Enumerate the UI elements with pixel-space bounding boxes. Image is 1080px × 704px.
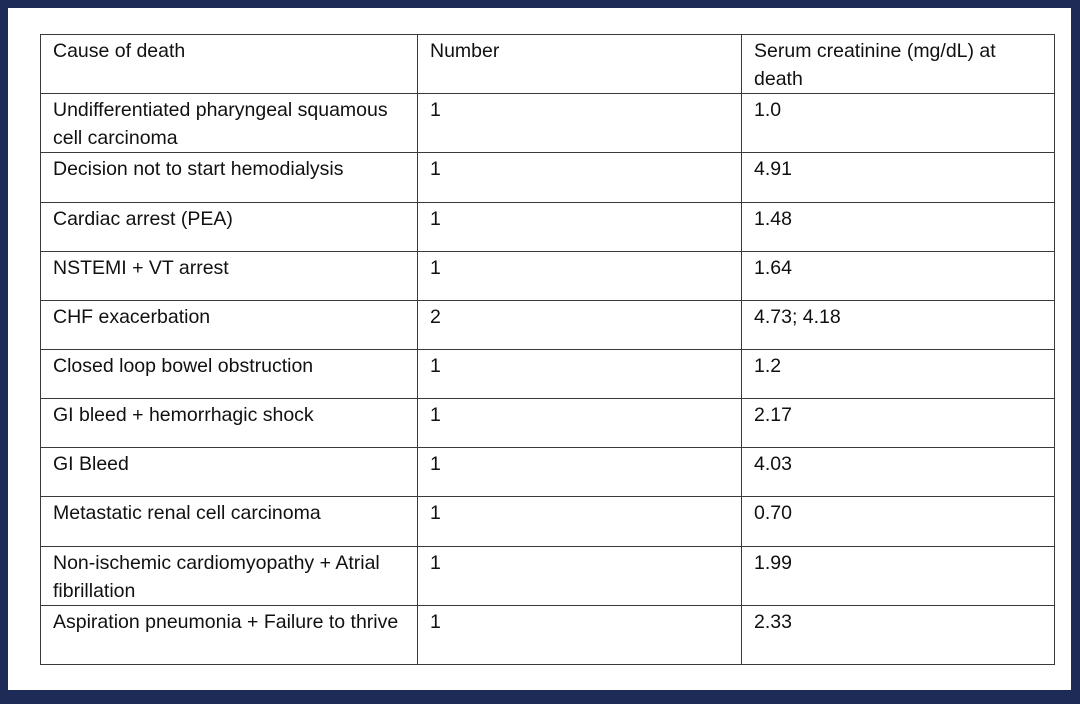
table-row xyxy=(41,350,1055,399)
table-row xyxy=(41,94,1055,153)
number-cell: 1 xyxy=(418,606,742,665)
table-row xyxy=(41,497,1055,547)
cause-cell: Cardiac arrest (PEA) xyxy=(41,203,418,252)
cause-cell: Aspiration pneumonia + Failure to thrive xyxy=(41,606,418,665)
creatinine-cell: 1.0 xyxy=(742,94,1055,153)
creatinine-cell: 1.48 xyxy=(742,203,1055,252)
creatinine-cell: 2.17 xyxy=(742,399,1055,448)
number-cell: 1 xyxy=(418,399,742,448)
creatinine-cell: 4.91 xyxy=(742,153,1055,203)
cause-cell: NSTEMI + VT arrest xyxy=(41,252,418,301)
table-row xyxy=(41,448,1055,497)
cause-cell: GI bleed + hemorrhagic shock xyxy=(41,399,418,448)
cause-cell: Decision not to start hemodialysis xyxy=(41,153,418,203)
number-cell: 1 xyxy=(418,497,742,547)
cause-cell: GI Bleed xyxy=(41,448,418,497)
header-serum-creatinine: Serum creatinine (mg/dL) at death xyxy=(742,35,1055,94)
cause-of-death-table xyxy=(40,34,1055,665)
number-cell: 1 xyxy=(418,448,742,497)
table-row xyxy=(41,301,1055,350)
cause-cell: Closed loop bowel obstruction xyxy=(41,350,418,399)
creatinine-cell: 0.70 xyxy=(742,497,1055,547)
header-number: Number xyxy=(418,35,742,94)
table-row xyxy=(41,252,1055,301)
number-cell: 1 xyxy=(418,153,742,203)
creatinine-cell: 4.73; 4.18 xyxy=(742,301,1055,350)
table-row xyxy=(41,547,1055,606)
number-cell: 1 xyxy=(418,350,742,399)
document-sheet xyxy=(8,8,1071,690)
number-cell: 2 xyxy=(418,301,742,350)
number-cell: 1 xyxy=(418,203,742,252)
table-row xyxy=(41,399,1055,448)
table-row xyxy=(41,203,1055,252)
creatinine-cell: 1.64 xyxy=(742,252,1055,301)
table-row xyxy=(41,606,1055,665)
number-cell: 1 xyxy=(418,94,742,153)
number-cell: 1 xyxy=(418,252,742,301)
table-header-row xyxy=(41,35,1055,94)
cause-cell: Non-ischemic cardiomyopathy + Atrial fibrillation xyxy=(41,547,418,606)
number-cell: 1 xyxy=(418,547,742,606)
cause-cell: CHF exacerbation xyxy=(41,301,418,350)
creatinine-cell: 1.99 xyxy=(742,547,1055,606)
creatinine-cell: 4.03 xyxy=(742,448,1055,497)
creatinine-cell: 1.2 xyxy=(742,350,1055,399)
cause-cell: Undifferentiated pharyngeal squamous cell carcinoma xyxy=(41,94,418,153)
header-cause-of-death: Cause of death xyxy=(41,35,418,94)
cause-cell: Metastatic renal cell carcinoma xyxy=(41,497,418,547)
table-row xyxy=(41,153,1055,203)
creatinine-cell: 2.33 xyxy=(742,606,1055,665)
